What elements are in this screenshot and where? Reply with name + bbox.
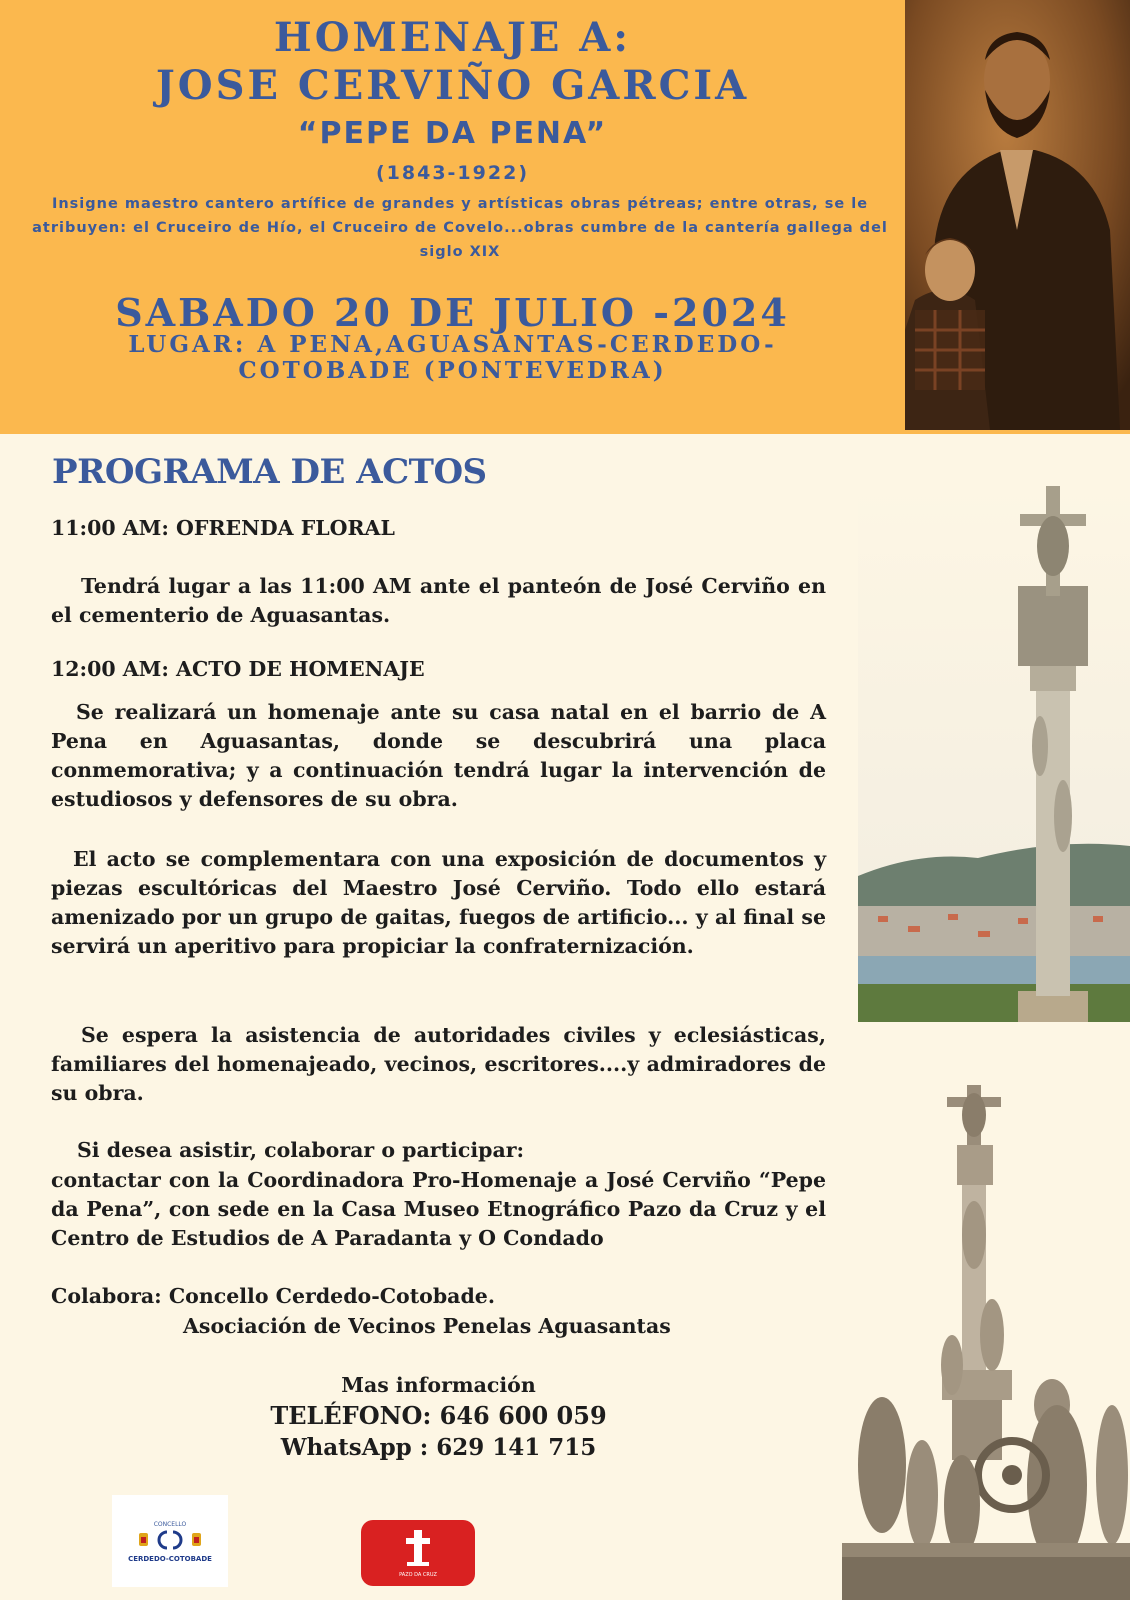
contact-intro: Si desea asistir, colaborar o participar: [77, 1138, 525, 1162]
header-banner [0, 0, 1130, 434]
portrait-photo [905, 0, 1130, 430]
collab-line-1: Colabora: Concello Cerdedo-Cotobade. [51, 1284, 495, 1308]
act2-text: Se realizará un homenaje ante su casa natal en el barrio de A Pena en Aguasantas, donde se descubrirá una placa conmemorativa; y a continuación tendrá lugar la intervención de estudiosos y defensores de su obra. [51, 700, 826, 811]
event-date: SABADO 20 DE JULIO -2024 [115, 290, 790, 335]
museo-logo [361, 1520, 475, 1586]
title-line-2: JOSE CERVIÑO GARCIA [155, 62, 750, 109]
cruceiro-sculpture-photo [842, 1075, 1130, 1600]
event-place: LUGAR: A PENA,AGUASANTAS-CERDEDO-COTOBADE (PONTEVEDRA) [128, 331, 777, 384]
phone: TELÉFONO: 646 600 059 [270, 1401, 607, 1430]
description: Insigne maestro cantero artífice de grandes y artísticas obras pétreas; entre otras, se le atribuyen: el Cruceiro de Hío, el Cruceiro de Covelo...obras cumbre de la cantería gallega del siglo XIX [32, 196, 888, 260]
cruceiro-landscape-photo [858, 486, 1130, 1022]
collab-line-2: Asociación de Vecinos Penelas Aguasantas [183, 1314, 671, 1338]
concello-emblem-icon [137, 1529, 203, 1551]
attendance-text: Se espera la asistencia de autoridades civiles y eclesiásticas, familiares del homenajeado, vecinos, escritores....y admiradores de su obra. [51, 1023, 826, 1105]
concello-logo [112, 1495, 228, 1587]
act1-time: 11:00 AM: OFRENDA FLORAL [51, 516, 395, 540]
title-line-1: HOMENAJE A: [273, 14, 632, 61]
concello-logo-top: CONCELLO [153, 1521, 187, 1528]
life-years: (1843-1922) [375, 162, 529, 184]
info-heading: Mas información [341, 1373, 536, 1397]
nickname: “PEPE DA PENA” [297, 116, 608, 151]
whatsapp: WhatsApp : 629 141 715 [280, 1434, 597, 1461]
act2-text-2: El acto se complementara con una exposición de documentos y piezas escultóricas del Maestro José Cerviño. Todo ello estará amenizado por un grupo de gaitas, fuegos de artificio... y al final se servirá un aperitivo para propiciar la confraternización. [51, 847, 826, 958]
act1-text: Tendrá lugar a las 11:00 AM ante el panteón de José Cerviño en el cementerio de Aguasantas. [51, 574, 826, 627]
museo-logo-name: PAZO DA CRUZ [399, 1572, 437, 1578]
concello-logo-name: CERDEDO-COTOBADE [128, 1555, 212, 1563]
program-heading: PROGRAMA DE ACTOS [52, 452, 487, 492]
contact-text: contactar con la Coordinadora Pro-Homenaje a José Cerviño “Pepe da Pena”, con sede en la Casa Museo Etnográfico Pazo da Cruz y el Centro de Estudios de A Paradanta y O Condado [51, 1168, 826, 1250]
act2-time: 12:00 AM: ACTO DE HOMENAJE [51, 657, 425, 681]
